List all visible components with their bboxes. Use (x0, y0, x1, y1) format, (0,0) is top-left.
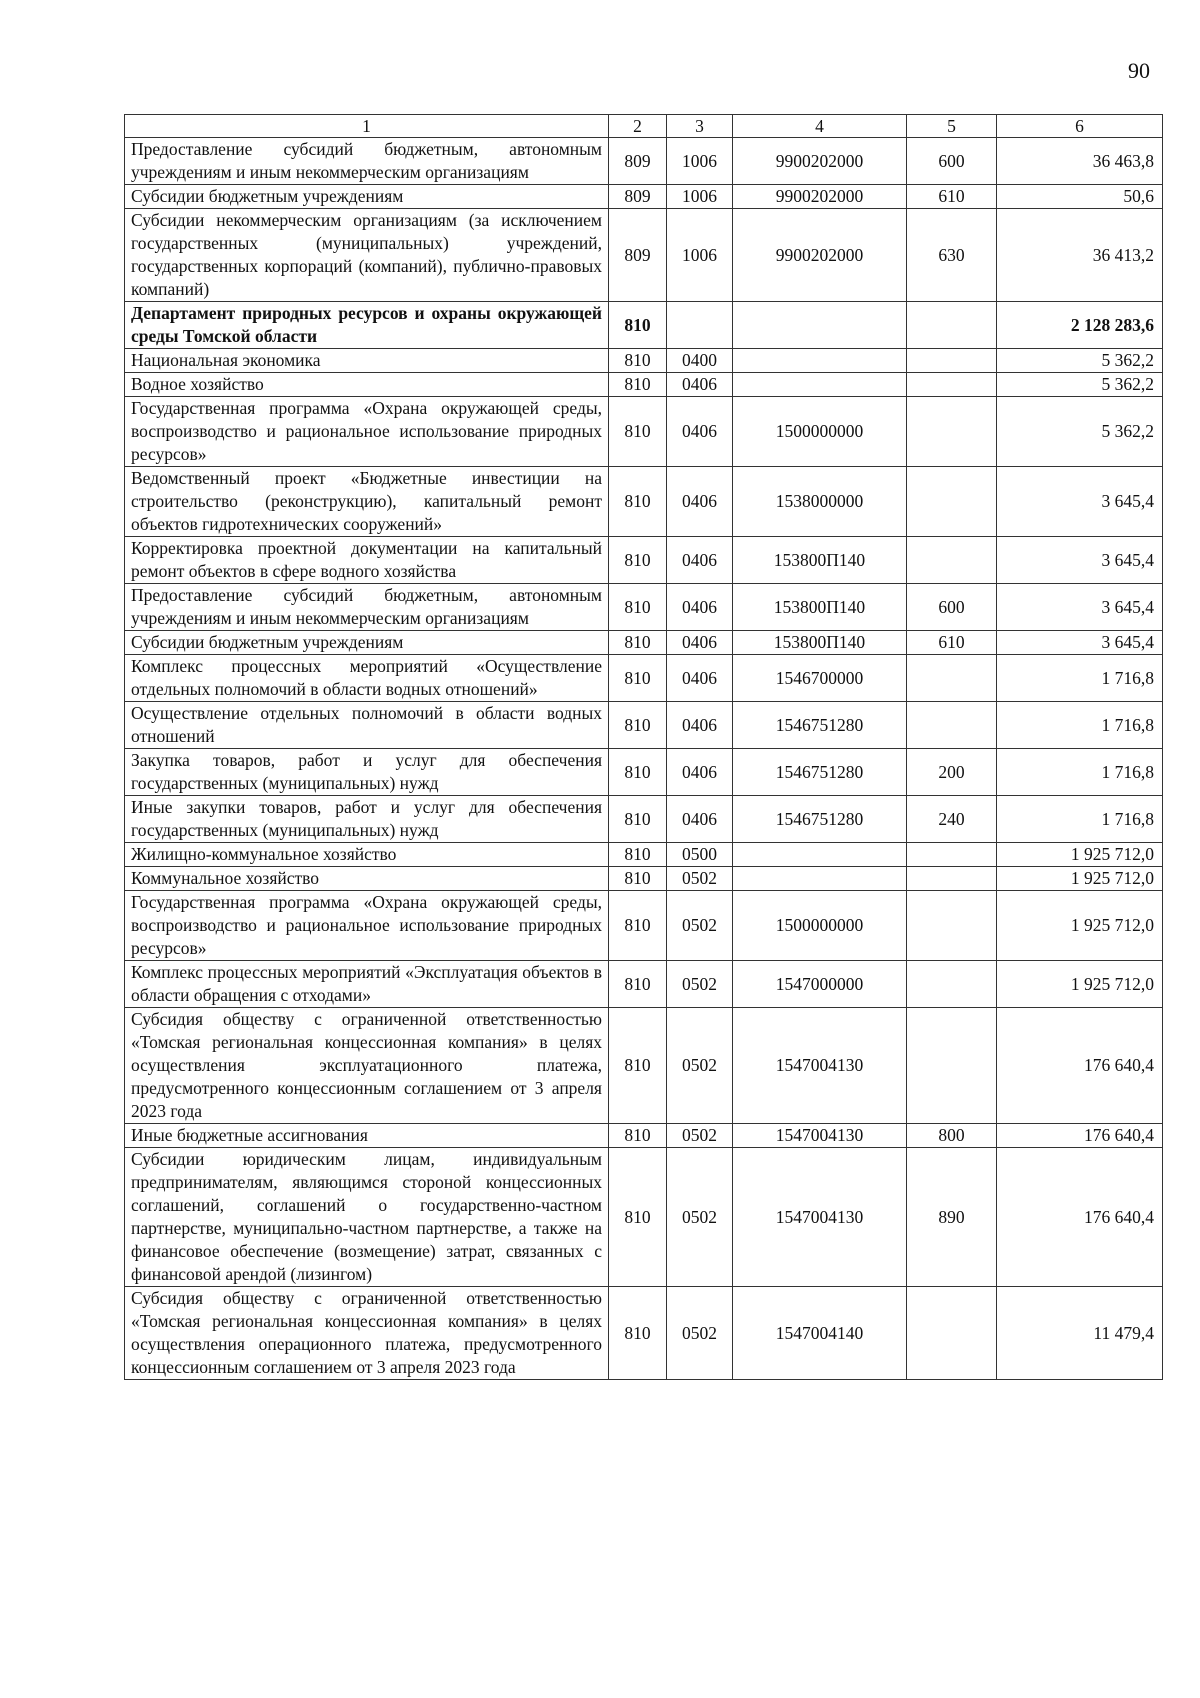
row-name-cell: Предоставление субсидий бюджетным, автономным учреждениям и иным некоммерческим организациям (125, 584, 609, 631)
row-amount-cell: 3 645,4 (997, 631, 1163, 655)
row-amount-cell: 1 716,8 (997, 749, 1163, 796)
row-amount-cell: 1 716,8 (997, 796, 1163, 843)
row-section-code-cell: 0406 (667, 584, 733, 631)
row-target-code-cell: 1546700000 (733, 655, 907, 702)
row-name-cell: Иные бюджетные ассигнования (125, 1124, 609, 1148)
table-row (125, 867, 1163, 891)
row-expense-type-cell: 610 (907, 631, 997, 655)
row-ministry-code-cell: 810 (609, 302, 667, 349)
row-ministry-code-cell: 810 (609, 749, 667, 796)
row-target-code-cell (733, 843, 907, 867)
row-target-code-cell: 153800П140 (733, 537, 907, 584)
row-section-code-cell: 1006 (667, 138, 733, 185)
row-section-code-cell (667, 302, 733, 349)
row-ministry-code-cell: 809 (609, 209, 667, 302)
table-row (125, 891, 1163, 961)
row-expense-type-cell: 240 (907, 796, 997, 843)
row-section-code-cell: 0502 (667, 1124, 733, 1148)
row-expense-type-cell (907, 843, 997, 867)
row-expense-type-cell: 890 (907, 1148, 997, 1287)
row-ministry-code-cell: 810 (609, 891, 667, 961)
row-amount-cell: 50,6 (997, 185, 1163, 209)
row-section-code-cell: 0406 (667, 702, 733, 749)
row-name-cell: Государственная программа «Охрана окружающей среды, воспроизводство и рациональное использование природных ресурсов» (125, 891, 609, 961)
table-row (125, 796, 1163, 843)
table-body (125, 115, 1163, 1380)
row-target-code-cell (733, 349, 907, 373)
row-target-code-cell: 153800П140 (733, 631, 907, 655)
row-name-cell: Коммунальное хозяйство (125, 867, 609, 891)
row-ministry-code-cell: 810 (609, 1287, 667, 1380)
row-ministry-code-cell: 810 (609, 796, 667, 843)
column-header: 3 (667, 115, 733, 138)
row-amount-cell: 3 645,4 (997, 537, 1163, 584)
row-expense-type-cell (907, 891, 997, 961)
row-expense-type-cell (907, 373, 997, 397)
table-row (125, 467, 1163, 537)
row-name-cell: Субсидии бюджетным учреждениям (125, 185, 609, 209)
row-target-code-cell: 1500000000 (733, 397, 907, 467)
row-ministry-code-cell: 810 (609, 961, 667, 1008)
row-target-code-cell: 1547000000 (733, 961, 907, 1008)
row-target-code-cell (733, 302, 907, 349)
table-row (125, 397, 1163, 467)
row-name-cell: Ведомственный проект «Бюджетные инвестиции на строительство (реконструкцию), капитальный ремонт объектов гидротехнических сооружений» (125, 467, 609, 537)
row-name-cell: Водное хозяйство (125, 373, 609, 397)
row-amount-cell: 3 645,4 (997, 584, 1163, 631)
row-ministry-code-cell: 810 (609, 655, 667, 702)
row-expense-type-cell (907, 397, 997, 467)
row-name-cell: Государственная программа «Охрана окружающей среды, воспроизводство и рациональное использование природных ресурсов» (125, 397, 609, 467)
row-expense-type-cell (907, 467, 997, 537)
row-target-code-cell: 1547004130 (733, 1148, 907, 1287)
row-ministry-code-cell: 810 (609, 537, 667, 584)
row-expense-type-cell: 630 (907, 209, 997, 302)
row-amount-cell: 1 925 712,0 (997, 961, 1163, 1008)
row-expense-type-cell: 610 (907, 185, 997, 209)
row-section-code-cell: 0406 (667, 749, 733, 796)
column-header: 2 (609, 115, 667, 138)
row-target-code-cell: 9900202000 (733, 209, 907, 302)
table-row (125, 702, 1163, 749)
row-name-cell: Субсидии некоммерческим организациям (за исключением государственных (муниципальных) учреждений, государственных корпораций (компаний), публично-правовых компаний) (125, 209, 609, 302)
row-amount-cell: 176 640,4 (997, 1008, 1163, 1124)
row-name-cell: Субсидия обществу с ограниченной ответственностью «Томская региональная концессионная компания» в целях осуществления эксплуатационного платежа, предусмотренного концессионным соглашением от 3 апреля 2023 года (125, 1008, 609, 1124)
column-header: 5 (907, 115, 997, 138)
row-target-code-cell: 1538000000 (733, 467, 907, 537)
table-row (125, 349, 1163, 373)
table-row (125, 631, 1163, 655)
row-name-cell: Осуществление отдельных полномочий в области водных отношений (125, 702, 609, 749)
row-name-cell: Субсидии бюджетным учреждениям (125, 631, 609, 655)
row-target-code-cell (733, 867, 907, 891)
column-header: 6 (997, 115, 1163, 138)
table-row (125, 843, 1163, 867)
row-amount-cell: 5 362,2 (997, 349, 1163, 373)
row-amount-cell: 11 479,4 (997, 1287, 1163, 1380)
row-ministry-code-cell: 810 (609, 373, 667, 397)
table-row (125, 138, 1163, 185)
row-amount-cell: 36 463,8 (997, 138, 1163, 185)
row-section-code-cell: 1006 (667, 185, 733, 209)
row-section-code-cell: 0406 (667, 467, 733, 537)
row-section-code-cell: 0500 (667, 843, 733, 867)
row-ministry-code-cell: 810 (609, 584, 667, 631)
row-expense-type-cell (907, 1008, 997, 1124)
table-row (125, 1287, 1163, 1380)
row-section-code-cell: 1006 (667, 209, 733, 302)
table-row (125, 1008, 1163, 1124)
row-expense-type-cell: 800 (907, 1124, 997, 1148)
row-section-code-cell: 0502 (667, 961, 733, 1008)
row-name-cell: Корректировка проектной документации на капитальный ремонт объектов в сфере водного хозяйства (125, 537, 609, 584)
row-target-code-cell: 1547004130 (733, 1008, 907, 1124)
row-expense-type-cell (907, 302, 997, 349)
row-name-cell: Предоставление субсидий бюджетным, автономным учреждениям и иным некоммерческим организациям (125, 138, 609, 185)
table-row (125, 1148, 1163, 1287)
row-section-code-cell: 0406 (667, 373, 733, 397)
row-amount-cell: 1 925 712,0 (997, 867, 1163, 891)
row-target-code-cell: 1546751280 (733, 702, 907, 749)
row-expense-type-cell (907, 655, 997, 702)
table-row (125, 537, 1163, 584)
row-ministry-code-cell: 810 (609, 867, 667, 891)
row-expense-type-cell (907, 702, 997, 749)
row-section-code-cell: 0406 (667, 796, 733, 843)
row-amount-cell: 1 925 712,0 (997, 843, 1163, 867)
row-section-code-cell: 0400 (667, 349, 733, 373)
row-name-cell: Департамент природных ресурсов и охраны окружающей среды Томской области (125, 302, 609, 349)
row-name-cell: Закупка товаров, работ и услуг для обеспечения государственных (муниципальных) нужд (125, 749, 609, 796)
table-row (125, 1124, 1163, 1148)
row-expense-type-cell (907, 961, 997, 1008)
row-amount-cell: 5 362,2 (997, 373, 1163, 397)
row-name-cell: Субсидия обществу с ограниченной ответственностью «Томская региональная концессионная компания» в целях осуществления операционного платежа, предусмотренного концессионным соглашением от 3 апреля 2023 года (125, 1287, 609, 1380)
column-header: 4 (733, 115, 907, 138)
row-amount-cell: 1 716,8 (997, 655, 1163, 702)
table-row (125, 302, 1163, 349)
row-target-code-cell (733, 373, 907, 397)
row-ministry-code-cell: 810 (609, 702, 667, 749)
row-section-code-cell: 0502 (667, 867, 733, 891)
row-expense-type-cell (907, 537, 997, 584)
table-row (125, 961, 1163, 1008)
row-expense-type-cell (907, 349, 997, 373)
table-row (125, 209, 1163, 302)
row-ministry-code-cell: 809 (609, 185, 667, 209)
row-section-code-cell: 0406 (667, 631, 733, 655)
row-target-code-cell: 153800П140 (733, 584, 907, 631)
row-ministry-code-cell: 810 (609, 349, 667, 373)
row-name-cell: Комплекс процессных мероприятий «Осуществление отдельных полномочий в области водных отношений» (125, 655, 609, 702)
row-name-cell: Национальная экономика (125, 349, 609, 373)
row-expense-type-cell: 200 (907, 749, 997, 796)
row-target-code-cell: 9900202000 (733, 185, 907, 209)
row-ministry-code-cell: 810 (609, 1148, 667, 1287)
row-amount-cell: 1 716,8 (997, 702, 1163, 749)
row-section-code-cell: 0502 (667, 891, 733, 961)
row-amount-cell: 1 925 712,0 (997, 891, 1163, 961)
row-target-code-cell: 9900202000 (733, 138, 907, 185)
row-ministry-code-cell: 810 (609, 843, 667, 867)
row-expense-type-cell (907, 867, 997, 891)
row-expense-type-cell: 600 (907, 584, 997, 631)
page-number: 90 (1128, 58, 1150, 83)
row-section-code-cell: 0406 (667, 655, 733, 702)
row-ministry-code-cell: 810 (609, 1008, 667, 1124)
row-expense-type-cell (907, 1287, 997, 1380)
row-amount-cell: 176 640,4 (997, 1124, 1163, 1148)
row-section-code-cell: 0406 (667, 397, 733, 467)
row-amount-cell: 3 645,4 (997, 467, 1163, 537)
table-row (125, 584, 1163, 631)
row-ministry-code-cell: 809 (609, 138, 667, 185)
row-ministry-code-cell: 810 (609, 1124, 667, 1148)
row-ministry-code-cell: 810 (609, 397, 667, 467)
row-expense-type-cell: 600 (907, 138, 997, 185)
row-target-code-cell: 1546751280 (733, 749, 907, 796)
row-name-cell: Субсидии юридическим лицам, индивидуальным предпринимателям, являющимся стороной концессионных соглашений, соглашений о государственно-частном партнерстве, муниципально-частном партнерстве, а также на финансовое обеспечение (возмещение) затрат, связанных с финансовой арендой (лизингом) (125, 1148, 609, 1287)
column-header: 1 (125, 115, 609, 138)
row-section-code-cell: 0502 (667, 1287, 733, 1380)
row-target-code-cell: 1547004140 (733, 1287, 907, 1380)
row-name-cell: Жилищно-коммунальное хозяйство (125, 843, 609, 867)
row-amount-cell: 176 640,4 (997, 1148, 1163, 1287)
row-name-cell: Иные закупки товаров, работ и услуг для обеспечения государственных (муниципальных) нужд (125, 796, 609, 843)
table-row (125, 749, 1163, 796)
budget-table (124, 114, 1163, 1380)
row-target-code-cell: 1500000000 (733, 891, 907, 961)
table-header-row (125, 115, 1163, 138)
row-ministry-code-cell: 810 (609, 631, 667, 655)
row-name-cell: Комплекс процессных мероприятий «Эксплуатация объектов в области обращения с отходами» (125, 961, 609, 1008)
row-section-code-cell: 0406 (667, 537, 733, 584)
table-row (125, 373, 1163, 397)
row-amount-cell: 36 413,2 (997, 209, 1163, 302)
row-target-code-cell: 1547004130 (733, 1124, 907, 1148)
table-row (125, 185, 1163, 209)
row-amount-cell: 5 362,2 (997, 397, 1163, 467)
row-target-code-cell: 1546751280 (733, 796, 907, 843)
row-ministry-code-cell: 810 (609, 467, 667, 537)
row-section-code-cell: 0502 (667, 1008, 733, 1124)
row-amount-cell: 2 128 283,6 (997, 302, 1163, 349)
table-row (125, 655, 1163, 702)
row-section-code-cell: 0502 (667, 1148, 733, 1287)
